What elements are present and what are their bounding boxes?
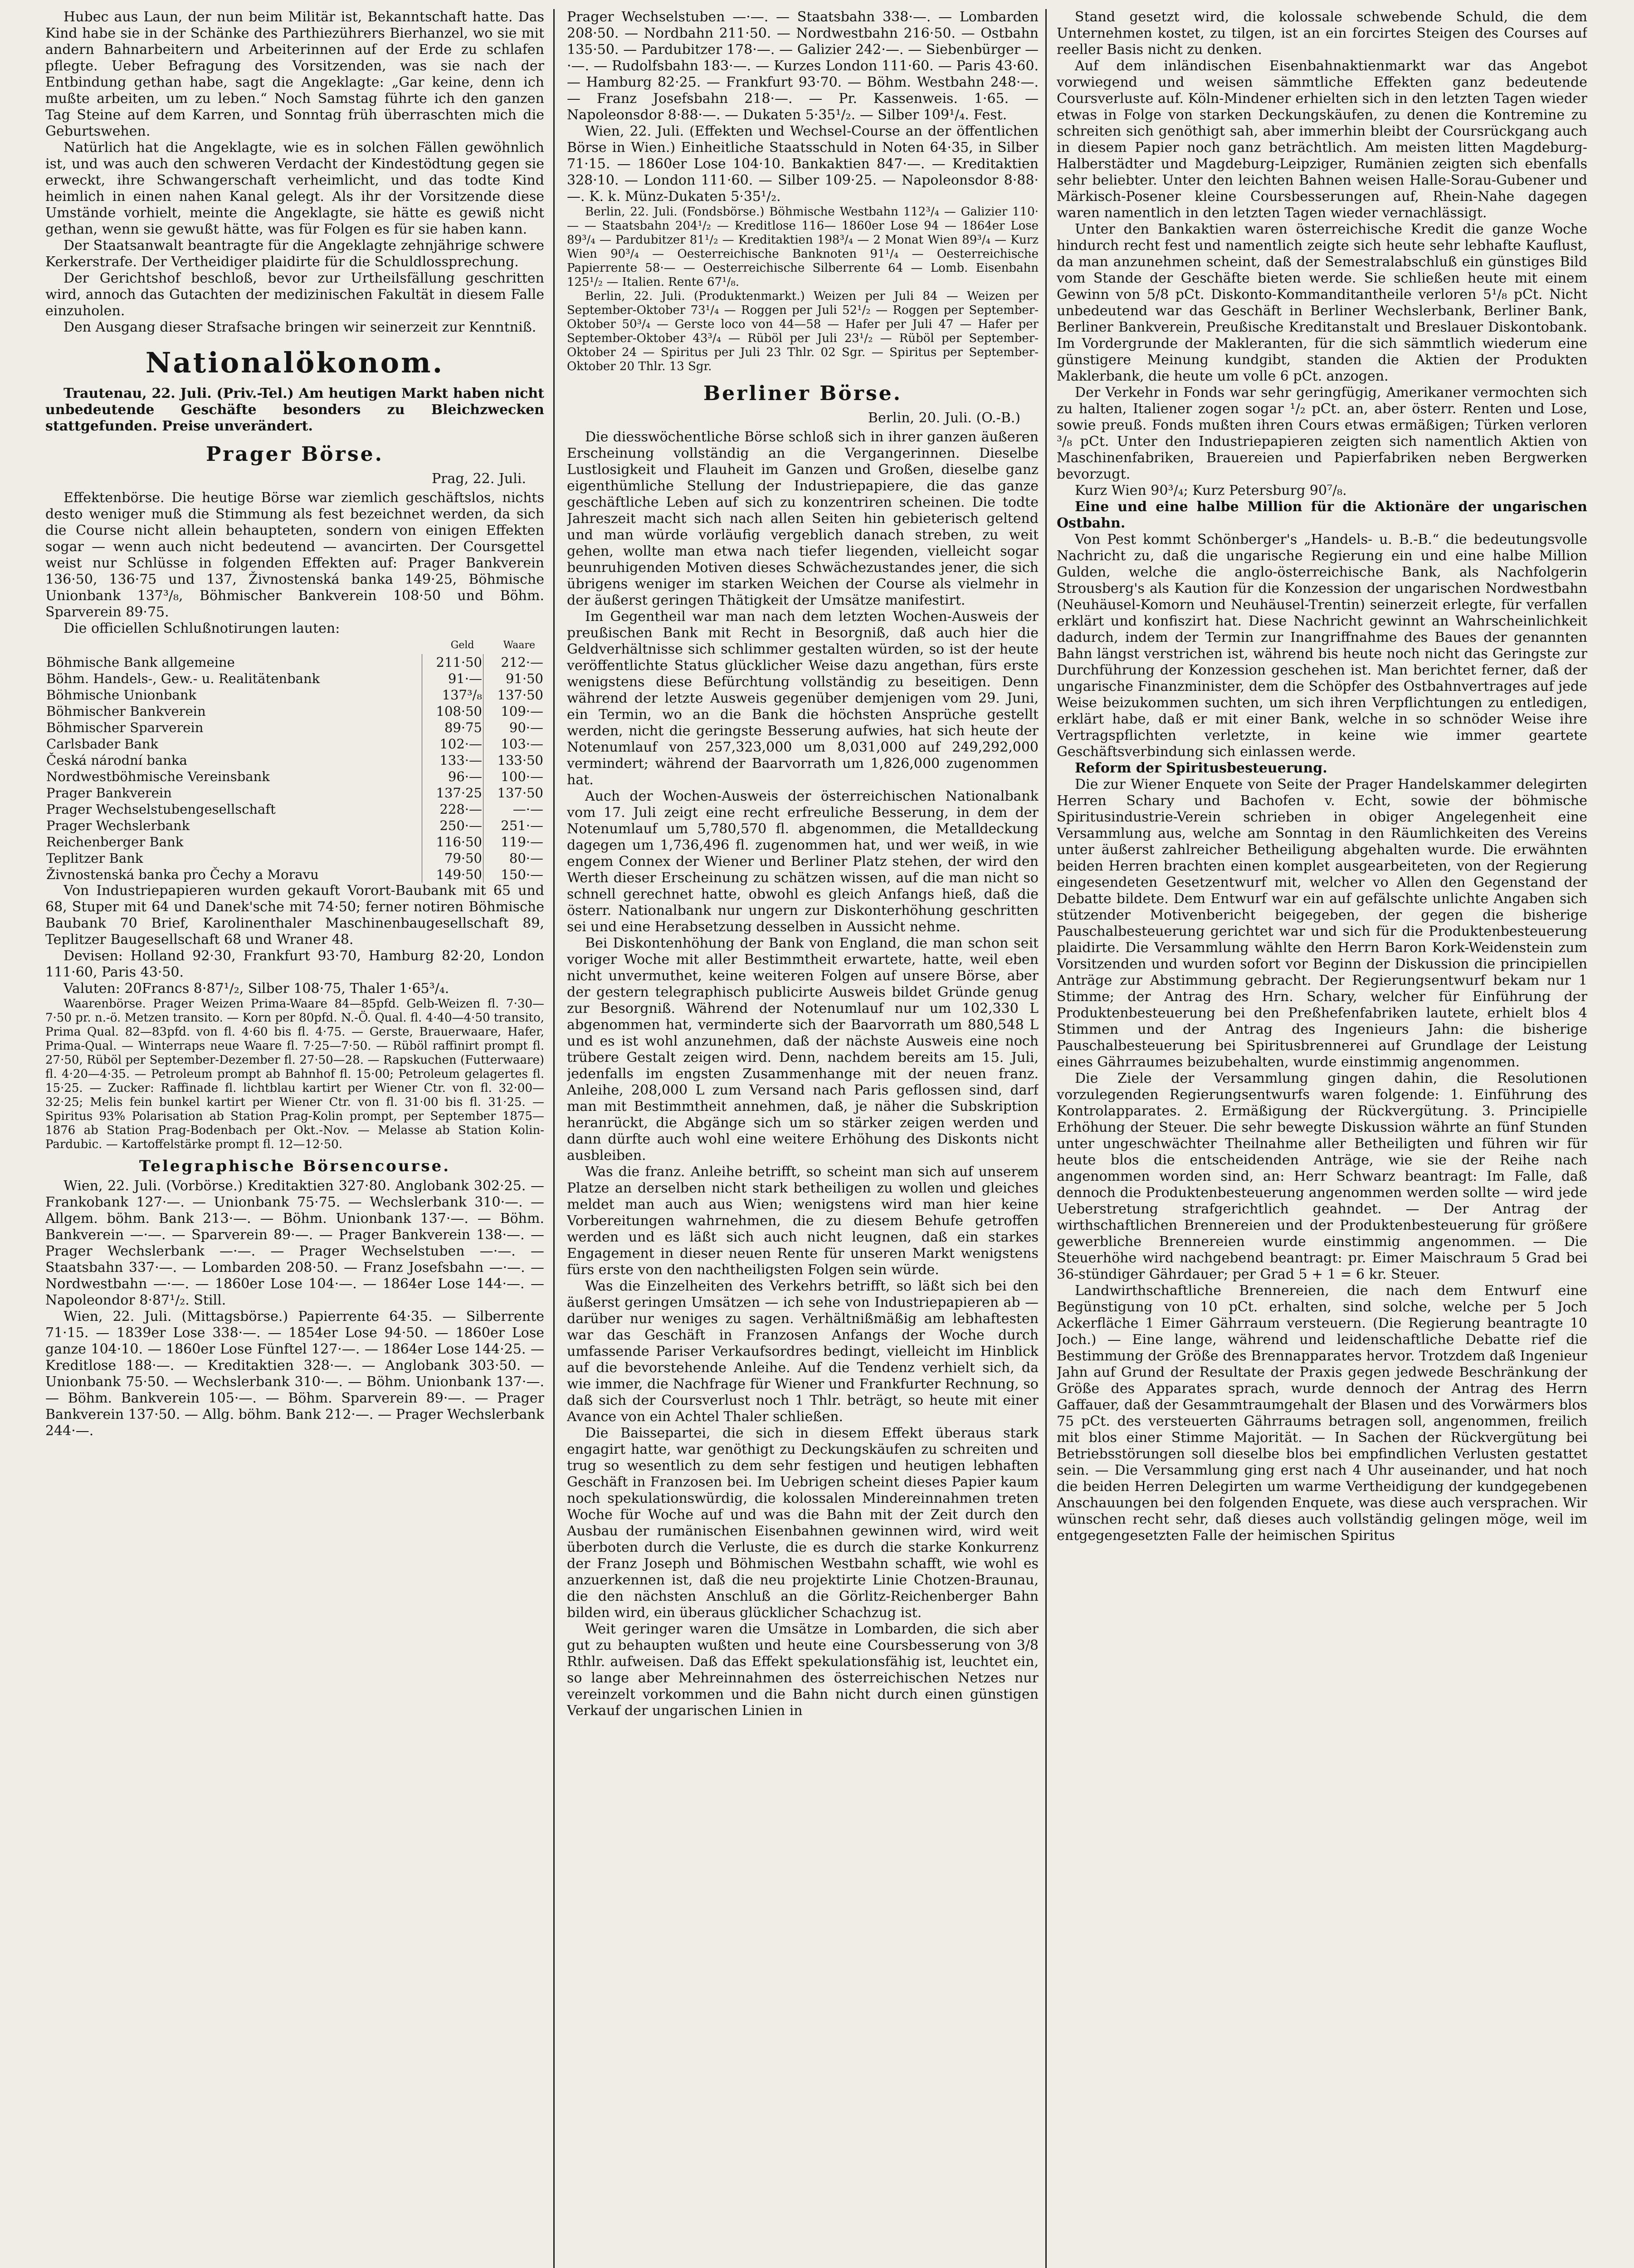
security-name: Česká národní banka [45, 752, 422, 768]
paragraph: Unter den Bankaktien waren österreichische Kredit die ganze Woche hindurch recht fest und namentlich zeigte sich heute sehr lebhafte Kauflust, da man anzunehmen scheint, daß der Semestralabschluß ein günstiges Bild vom Stande der Geschäfte bieten werde. Sie schließen heute mit einem Gewinn von 5/8 pCt. Diskonto-Kommanditantheile verloren 5¹/₈ pCt. Nicht unbedeutend war das Geschäft in Berliner Wechslerbank, Berliner Bank, Berliner Bankverein, Preußische Kreditanstalt und Breslauer Diskontobank. Im Vordergrunde der Makleranten, für die sich sämmtlich wiederum eine günstigere Meinung kundgibt, standen die Aktien der Produkten Maklerbank, die heute um volle 6 pCt. anzogen. [1057, 221, 1587, 384]
geld-value: 211·50 [422, 654, 483, 670]
wien-mittagsboerse-text: Wien, 22. Juli. (Mittagsbörse.) Papierrente 64·35. — Silberrente 71·15. — 1839er Lose 338·—. — 1854er Lose 94·50. — 1860er Lose ganze 104·10. — 1860er Lose Fünftel 127·—. — 1864er Lose 144·25. — Kreditlose 188·—. — Kreditaktien 328·—. — Anglobank 303·50. — Unionbank 75·50. — Wechslerbank 310·—. — Böhm. Unionbank 137·—. — Böhm. Bankverein 105·—. — Böhm. Sparverein 89·—. — Prager Bankverein 137·50. — Allg. böhm. Bank 212·—. — Prager Wechslerbank 244·—. [45, 1309, 544, 1439]
waare-value: 212·— [501, 655, 543, 670]
paragraph: Der Staatsanwalt beantragte für die Angeklagte zehnjährige schwere Kerkerstrafe. Der Vertheidiger plaidirte für die Schuldlossprechung. [45, 238, 544, 270]
telegraph-courses-title: Telegraphische Börsencourse. [139, 1157, 451, 1175]
table-head-geld: Geld [450, 640, 474, 651]
security-name: Živnostenská banka pro Čechy a Moravu [45, 866, 422, 883]
geld-value: 228·— [422, 801, 483, 817]
section-title: Nationalökonom. [145, 346, 444, 379]
security-name: Prager Bankverein [45, 785, 422, 801]
table-head-waare: Waare [503, 640, 535, 651]
paragraph: Der Gerichtshof beschloß, bevor zur Urtheilsfällung geschritten wird, annoch das Gutachten der medizinischen Fakultät in diesem Falle einzuholen. [45, 270, 544, 319]
security-name: Böhmischer Sparverein [45, 719, 422, 736]
security-name: Böhmischer Bankverein [45, 703, 422, 719]
berlin-produktenmarkt: Berlin, 22. Juli. (Produktenmarkt.) Weizen per Juli 84 — Weizen per September-Oktober 73¹/₄ — Roggen per Juli 52¹/₂ — Roggen per September-Oktober 50³/₄ — Gerste loco von 44—58 — Hafer per Juli 47 — Hafer per September-Oktober 43³/₄ — Rüböl per Juli 23¹/₂ — Rüböl per September-Oktober 24 — Spiritus per Juli 23 Thlr. 02 Sgr. — Spiritus per September-Oktober 20 Thlr. 13 Sgr. [567, 289, 1039, 373]
paragraph: Auf dem inländischen Eisenbahnaktienmarkt war das Angebot vorwiegend und weisen sämmtliche Effekten ganz bedeutende Coursverluste auf. Köln-Mindener erhielten sich in den letzten Tagen wieder etwas in Folge von starken Deckungskäufen, zu denen die Kontremine zu schreiten sich genöthigt sah, aber immerhin bleibt der Coursrückgang auch in diesem Papier noch ganz beträchtlich. Am meisten litten Magdeburg-Halberstädter und Magdeburg-Leipziger, Rumänien zeigten sich ebenfalls sehr beliebter. Unter den leichten Bahnen weisen Halle-Sorau-Gubener und Märkisch-Posener kleine Coursbesserungen auf, Rhein-Nahe dagegen waren namentlich in den letzten Tagen wieder vernachlässigt. [1057, 58, 1587, 221]
berlin-fondsboerse: Berlin, 22. Juli. (Fondsbörse.) Böhmische Westbahn 112³/₄ — Galizier 110·— — Staatsbahn 204¹/₂ — Kreditlose 116— 1860er Lose 94 — 1864er Lose 89³/₄ — Pardubitzer 81¹/₂ — Kreditaktien 198³/₄ — 2 Monat Wien 89³/₄ — Kurz Wien 90³/₄ — Oesterreichische Banknoten 91¹/₄ — Oesterreichische Papierrente 58·— — Oesterreichische Silberrente 64 — Lomb. Eisenbahn 125¹/₂ — Italien. Rente 67¹/₈. [567, 205, 1039, 289]
geld-value: 108·50 [422, 703, 483, 719]
table-row [45, 654, 544, 670]
paragraph: Was die Einzelheiten des Verkehrs betrifft, so läßt sich bei den äußerst geringen Umsätzen — ich sehe von Industriepapieren ab — darüber nur weniges zu sagen. Verhältnißmäßig am lebhaftesten war das Geschäft in Franzosen Anfangs der Woche durch umfassende Pariser Verkaufsordres bedingt, vielleicht im Hinblick auf die bevorstehende Anleihe. Auf die Tendenz verhielt sich, da wie immer, die Nachfrage für Wiener und Frankfurter Rechnung, so daß sich der Coursverlust noch 1 Thlr. beträgt, so heute mit einer Avance von ein Achtel Thaler schließen. [567, 1278, 1039, 1425]
paragraph: Die Ziele der Versammlung gingen dahin, die Resolutionen vorzulegenden Regierungsentwurfs waren folgende: 1. Einführung des Kontrolapparates. 2. Ermäßigung der Rückvergütung. 3. Principielle Erhöhung der Steuer. Die sehr bewegte Diskussion währte an fünf Stunden unter ungeschwächter Theilnahme aller Betheiligten und führen wir für heute blos die entscheidenden Anträge, wie sie der Reihe nach angenommen worden sind, an: Herr Schwarz beantragt: Im Falle, daß dennoch die Produktenbesteuerung angenommen werden sollte — wird jede Ueberstretung strafgerichtlich geahndet. — Der Antrag der wirthschaftlichen Brennereien und der Produktenbesteuerung für größere gewerbliche Brennereien wurde einstimmig angenommen. — Die Steuerhöhe wird nachgebend beantragt: pr. Eimer Maischraum 5 Grad bei 36-stündiger Gährdauer; per Grad 5 + 1 = 6 kr. Steuer. [1057, 1070, 1587, 1282]
industriepapiere-text: Von Industriepapieren wurden gekauft Vorort-Baubank mit 65 und 68, Stuper mit 64 und Danek'sche mit 74·50; ferner notiren Böhmische Baubank 70 Brief, Karolinenthaler Maschinenbaugesellschaft 89, Teplitzer Baugesellschaft 68 und Wraner 48. [45, 883, 544, 948]
table-row [45, 703, 544, 719]
table-row [45, 850, 544, 866]
spiritus-title: Reform der Spiritusbesteuerung. [1075, 760, 1327, 776]
ungarische-ostbahn-text: Von Pest kommt Schönberger's „Handels- u. B.-B.“ die bedeutungsvolle Nachricht zu, daß die ungarische Regierung ein und eine halbe Million Gulden, welche die anglo-österreichische Bank, als Nachfolgerin Strousberg's als Kaution für die Konzession der ungarischen Nordwestbahn (Neuhäusel-Komorn und Neuhäusel-Trentin) seinerzeit erlegte, für verfallen erklärt und konfiszirt hat. Diese Nachricht gewinnt an Wahrscheinlichkeit dadurch, indem der Termin zur Inangriffnahme des Baues der genannten Bahn längst verstrichen ist, während bis heute noch nicht das Geringste zur Durchführung der Konzession geschehen ist. Man berichtet ferner, daß der ungarische Finanzminister, dem die Schöpfer des Ostbahnvertrages auf jede Weise beizukommen suchten, um sich ihren Verpflichtungen zu entledigen, erklärt habe, daß er mit einer Bank, welche in so schnöder Weise ihre Vertragspflichten verletzte, in keine wie immer geartete Geschäftsverbindung sich einlassen werde. [1057, 532, 1587, 760]
security-name: Teplitzer Bank [45, 850, 422, 866]
paragraph: Kurz Wien 90³/₄; Kurz Petersburg 90⁷/₈. [1075, 483, 1347, 499]
column-middle [567, 9, 1039, 2268]
paragraph: Im Gegentheil war man nach dem letzten Wochen-Ausweis der preußischen Bank mit Recht in Besorgniß, daß auch hier die Geldverhältnisse sich schlimmer gestalten würden, so ist der heute veröffentlichte Status glücklicher Weise dazu angethan, fürs erste wenigstens diese Befürchtung vollständig zu beseitigen. Denn während der letzte Ausweis gegenüber demjenigen vom 29. Juni, ein Termin, wo an die Bank die höchsten Ansprüche gestellt werden, nicht die geringste Besserung aufwies, hat sich heute der Notenumlauf von 257,323,000 um 8,031,000 auf 249,292,000 vermindert; während der Baarvorrath um 1,826,000 zugenommen hat. [567, 609, 1039, 788]
column-rule [1045, 9, 1047, 2268]
geld-value: 137·25 [422, 785, 483, 801]
ungarische-ostbahn-title: Eine und eine halbe Million für die Aktionäre der ungarischen Ostbahn. [1057, 499, 1587, 531]
security-name: Böhm. Handels-, Gew.- u. Realitätenbank [45, 670, 422, 687]
trautenau-report: Trautenau, 22. Juli. (Priv.-Tel.) Am heutigen Markt haben nicht unbedeutende Geschäfte besonders zu Bleichzwecken stattgefunden. Preise unverändert. [45, 386, 544, 434]
paragraph: Weit geringer waren die Umsätze in Lombarden, die sich aber gut zu behaupten wußten und heute eine Coursbesserung von 3/8 Rthlr. aufweisen. Daß das Effekt spekulationsfähig ist, leuchtet ein, so lange aber Mehreinnahmen des österreichischen Netzes nur vereinzelt vorkommen und die Bahn nicht durch einen günstigen Verkauf der ungarischen Linien in [567, 1621, 1039, 1719]
geld-value: 102·— [422, 736, 483, 752]
waare-value: 119·— [501, 834, 543, 850]
table-row [45, 736, 544, 752]
table-row [45, 719, 544, 736]
waare-value: 91·50 [505, 671, 543, 686]
paragraph: Stand gesetzt wird, die kolossale schwebende Schuld, die dem Unternehmen kostet, zu tilgen, ist an ein forcirtes Steigen des Courses auf reeller Basis nicht zu denken. [1057, 9, 1587, 58]
table-row [45, 768, 544, 785]
wien-vorboerse-text: Wien, 22. Juli. (Vorbörse.) Kreditaktien 327·80. Anglobank 302·25. — Frankobank 127·—. — Unionbank 75·75. — Wechslerbank 310·—. — Allgem. böhm. Bank 213·—. — Böhm. Unionbank 137·—. — Böhm. Bankverein —·—. — Sparverein 89·—. — Prager Bankverein 138·—. — Prager Wechslerbank —·—. — Prager Wechselstuben —·—. — Staatsbahn 337·—. — Lombarden 208·50. — Franz Josefsbahn —·—. — Nordwestbahn —·—. — 1860er Lose 104·—. — 1864er Lose 144·—. — Napoleondor 8·87¹/₂. Still. [45, 1178, 544, 1308]
valuten-text: Valuten: 20Francs 8·87¹/₂, Silber 108·75, Thaler 1·65³/₄. [63, 981, 449, 997]
security-name: Prager Wechslerbank [45, 817, 422, 834]
prager-dateline: Prag, 22. Juli. [431, 471, 526, 487]
berliner-dateline: Berlin, 20. Juli. (O.-B.) [868, 410, 1020, 426]
column-left [45, 9, 544, 2268]
spiritus-report [1057, 777, 1587, 1544]
devisen-text: Devisen: Holland 92·30, Frankfurt 93·70, Hamburg 82·20, London 111·60, Paris 43·50. [45, 948, 544, 980]
geld-value: 91·— [422, 670, 483, 687]
security-name: Böhmische Unionbank [45, 687, 422, 703]
table-row [45, 834, 544, 850]
security-name: Nordwestböhmische Vereinsbank [45, 768, 422, 785]
paragraph: Hubec aus Laun, der nun beim Militär ist, Bekanntschaft hatte. Das Kind habe sie in der Schänke des Parthiezührers Bierhanzel, wo sie mit andern Bahnarbeitern und Arbeiterinnen auf der Erde zu schlafen pflegte. Ueber Befragung des Vorsitzenden, was sie nach der Entbindung gethan habe, sagt die Angeklagte: „Gar keine, denn ich mußte arbeiten, um zu leben.“ Noch Samstag führte ich den ganzen Tag Steine auf dem Karren, und Sonntag früh überraschten mich die Geburtswehen. [45, 9, 544, 139]
waare-value: 90·— [509, 720, 543, 735]
waare-value: 137·50 [497, 785, 543, 801]
effektenboerse-text: Effektenbörse. Die heutige Börse war ziemlich geschäftslos, nichts desto weniger muß die Stimmung als fest bezeichnet werden, da sich die Course nicht allein behaupteten, sondern von einigen Effekten sogar — wenn auch nicht bedeutend — avancirten. Der Coursgettel weist nur Schlüsse in folgenden Effekten auf: Prager Bankverein 136·50, 136·75 und 137, Živnostenská banka 149·25, Böhmische Unionbank 137³/₈, Böhmischer Bankverein 108·50 und Böhm. Sparverein 89·75. [45, 490, 544, 620]
table-row [45, 817, 544, 834]
waare-value: 103·— [501, 736, 543, 752]
paragraph: Landwirthschaftliche Brennereien, die nach dem Entwurf eine Begünstigung von 10 pCt. erhalten, sind solche, welche per 5 Joch Ackerfläche 1 Eimer Gährraum versteuern. (Die Regierung beantragte 10 Joch.) — Eine lange, während und leidenschaftliche Debatte rief die Bestimmung der Größe des Brennapparates hervor. Trotzdem daß Ingenieur Jahn auf Grund der Resultate der Praxis gegen jedwede Beschränkung der Größe des Apparates sprach, wurde dennoch der Antrag des Herrn Gaffauer, daß der Gesammtraumgehalt der Blasen und des Vorwärmers blos 75 pCt. des versteuerten Gährraums betragen soll, angenommen, freilich mit blos einer Stimme Majorität. — In Sachen der Rückvergütung bei Betriebsstörungen soll dieselbe blos bei empfindlichen Verlusten gestattet sein. — Die Versammlung ging erst nach 4 Uhr auseinander, und hat noch die beiden Herren Delegirten um warme Vertheidigung der kundgegebenen Anschauungen bei den folgenden Enquete, was diese auch versprachen. Wir wünschen recht sehr, daß dieses auch vollständig gelingen möge, weil im entgegengesetzten Falle der heimischen Spiritus [1057, 1283, 1587, 1544]
paragraph: Die diesswöchentliche Börse schloß sich in ihrer ganzen äußeren Erscheinung vollständig an die Vergangerinnen. Dieselbe Lustlosigkeit und Flauheit im Ganzen und Großen, dieselbe ganz eigenthümliche Stellung der Industriepapiere, die das ganze geschäftliche Leben auf sich zu konzentriren scheinen. Die todte Jahreszeit macht sich nach allen Seiten hin gebieterisch geltend und man würde vorläufig vergeblich danach streben, zu weit gehen, wollte man etwa nach tiefer liegenden, vielleicht sogar beunruhigenden Motiven dieses Schwächezustandes jener, die sich übrigens weniger im starken Weichen der Course als vielmehr in der äußerst geringen Thätigkeit der Umsätze manifestirt. [567, 429, 1039, 608]
berliner-boerse-report [567, 429, 1039, 1719]
waare-value: 109·— [501, 704, 543, 719]
waare-value: 150·— [501, 867, 543, 882]
paragraph: Den Ausgang dieser Strafsache bringen wir seinerzeit zur Kenntniß. [63, 319, 537, 335]
paragraph: Auch der Wochen-Ausweis der österreichischen Nationalbank vom 17. Juli zeigt eine recht erfreuliche Besserung, in dem der Notenumlauf um 5,780,570 fl. abgenommen, die Metalldeckung dagegen um 1,736,496 fl. zugenommen hat, und wer weiß, in wie engem Connex der Wiener und Berliner Platz stehen, der wird den Werth dieser Erscheinung zu schätzen wissen, auf die man nicht so schnell gerechnet hatte, obwohl es gleich Anfangs hieß, daß die österr. Nationalbank nur ungern zur Diskonterhöhung geschritten sei und eine Herabsetzung desselben in Aussicht nehme. [567, 788, 1039, 935]
security-name: Reichenberger Bank [45, 834, 422, 850]
closing-quotes-table [45, 637, 544, 883]
waarenboerse-text: Waarenbörse. Prager Weizen Prima-Waare 84—85pfd. Gelb-Weizen fl. 7·30—7·50 pr. n.-ö. Metzen transito. — Korn per 80pfd. N.-Ö. Qual. fl. 4·40—4·50 transito, Prima Qual. 82—83pfd. von fl. 4·60 bis fl. 4·75. — Gerste, Brauerwaare, Hafer, Prima-Qual. — Winterraps neue Waare fl. 7·25—7·50. — Rüböl raffinirt prompt fl. 27·50, Rüböl per September-Dezember fl. 27·50—28. — Rapskuchen (Futterwaare) fl. 4·20—4·35. — Petroleum prompt ab Bahnhof fl. 15·00; Petroleum gelagertes fl. 15·25. — Zucker: Raffinade fl. lichtblau kartirt per Wiener Ctr. von fl. 32·00—32·25; Melis fein bunkel kartirt per Wiener Ctr. von fl. 31·00 bis fl. 31·25. — Spiritus 93% Polarisation ab Station Prag-Kolin prompt, per September 1875—1876 ab Station Prag-Bodenbach per Okt.-Nov. — Melasse ab Station Kolin-Pardubic. — Kartoffelstärke prompt fl. 12—12·50. [45, 997, 544, 1151]
paragraph: Der Verkehr in Fonds war sehr geringfügig, Amerikaner vermochten sich zu halten, Italiener zogen sogar ¹/₂ pCt. an, aber österr. Renten und Lose, sowie preuß. Fonds mußten ihren Cours etwas ermäßigen; Türken verloren ³/₈ pCt. Unter den Industriepapieren zeigten sich namentlich Aktien von Maschinenfabriken, Brauereien und Papierfabriken neben Bergwerken bevorzugt. [1057, 385, 1587, 482]
waare-value: 251·— [501, 818, 543, 833]
waare-value: —·— [512, 802, 543, 817]
wien-oeffentliche-boerse: Wien, 22. Juli. (Effekten und Wechsel-Course an der öffentlichen Börse in Wien.) Einheitliche Staatsschuld in Noten 64·35, in Silber 71·15. — 1860er Lose 104·10. Bankaktien 847·—. — Kreditaktien 328·10. — London 111·60. — Silber 109·25. — Napoleonsdor 8·88·—. K. k. Münz-Dukaten 5·35¹/₂. [567, 123, 1039, 205]
prager-boerse-title: Prager Börse. [206, 443, 384, 466]
table-row [45, 670, 544, 687]
table-row [45, 801, 544, 817]
geld-value: 137³/₈ [422, 687, 483, 703]
berliner-boerse-continued [1057, 9, 1587, 499]
geld-value: 79·50 [422, 850, 483, 866]
waare-value: 137·50 [497, 687, 543, 703]
table-row [45, 785, 544, 801]
paragraph: Was die franz. Anleihe betrifft, so scheint man sich auf unserem Platze an derselben nicht stark betheiligen zu wollen und gleiches meldet man auch aus Wien; wenigstens wird man hier keine Vorbereitungen wahrnehmen, die zu diesem Behufe getroffen werden und es läßt sich auch nicht leugnen, daß ein starkes Engagement in dieser neuen Rente für unseren Markt wenigstens fürs erste von den nachtheiligsten Folgen sein würde. [567, 1164, 1039, 1278]
waare-value: 133·50 [497, 753, 543, 768]
table-caption: Die officiellen Schlußnotirungen lauten: [63, 621, 340, 636]
column-rule [553, 9, 555, 2268]
paragraph: Bei Diskontenhöhung der Bank von England, die man schon seit voriger Woche mit aller Bestimmtheit erwartete, hatte, weil eben nicht unvermuthet, keine weiteren Folgen auf unsere Börse, aber der gestern telegraphisch publicirte Ausweis bildet Gründe genug zur Besorgniß. Während der Notenumlauf nur um 102,330 L abgenommen hat, verminderte sich der Baarvorrath um 880,548 L und es ist wohl anzunehmen, daß der nächste Ausweis eine noch trübere Gestalt zeigen wird. Denn, nachdem bereits am 15. Juli, jedenfalls im engsten Zusammenhange mit der neuen franz. Anleihe, 208,000 L zum Versand nach Paris geflossen sind, darf man mit Bestimmtheit annehmen, daß, je näher die Subskription heranrückt, die Abgänge sich um so stärker zeigen werden und dann dürfte auch wohl eine weitere Erhöhung des Diskonts nicht ausbleiben. [567, 935, 1039, 1163]
paragraph: Die zur Wiener Enquete von Seite der Prager Handelskammer delegirten Herren Schary und Bachofen v. Echt, sowie der böhmische Spiritusindustrie-Verein schrieben in obiger Angelegenheit eine Versammlung aus, welche am Sonntag in den Räumlichkeiten des Vereins unter äußerst zahlreicher Betheiligung abgehalten wurde. Die erwähnten beiden Herren brachten einen komplet ausgearbeiteten, von der Regierung eingesendeten Gesetzentwurf mit, welcher vo Allen den Gegenstand der Debatte bildete. Dem Entwurf war ein auf gefälschte unlichte Angaben sich stützender Motivenbericht beigegeben, der gegen die bisherige Pauschalbesteuerung gerichtet war und sich für die Produktenbesteuerung plaidirte. Die Versammlung wählte den Herrn Baron Kork-Weidenstein zum Vorsitzenden und wurden sofort vor Beginn der Diskussion die principiellen Anträge zur Abstimmung gebracht. Der Regierungsentwurf bekam nur 1 Stimme; der Antrag des Hrn. Schary, welcher für Einführung der Produktenbesteuerung bei den Preßhefenfabriken lautete, erhielt blos 4 Stimmen und der Antrag des Ingenieurs Jahn: die bisherige Pauschalbesteuerung bei Spiritusbrennerei auf Grundlage der Leistung eines Gährraumes beizubehalten, wurde einstimmig angenommen. [1057, 777, 1587, 1070]
paragraph: Die Baissepartei, die sich in diesem Effekt überaus stark engagirt hatte, war genöthigt zu Deckungskäufen zu schreiten und trug so wesentlich zu dem sehr festigen und heutigen lebhaften Geschäft in Franzosen bei. Im Uebrigen scheint dieses Papier kaum noch spekulationswürdig, die kolossalen Mindereinnahmen treten Woche für Woche auf und was die Bahn mit der Zeit durch den Ausbau der rumänischen Eisenbahnen gewinnen wird, wird weit überboten durch die Verluste, die es durch die starke Konkurrenz der Franz Joseph und Böhmischen Westbahn schafft, wie wohl es anzuerkennen ist, daß die neu projektirte Linie Chotzen-Braunau, die den nächsten Anschluß an die Görlitz-Reichenberger Bahn bilden wird, ein überaus glücklicher Schachzug ist. [567, 1425, 1039, 1621]
geld-value: 133·— [422, 752, 483, 768]
waare-value: 80·— [509, 850, 543, 866]
table-row [45, 752, 544, 768]
court-report [45, 9, 544, 336]
wien-quotes-continued: Prager Wechselstuben —·—. — Staatsbahn 338·—. — Lombarden 208·50. — Nordbahn 211·50. — Nordwestbahn 216·50. — Ostbahn 135·50. — Pardubitzer 178·—. — Galizier 242·—. — Siebenbürger —·—. — Rudolfsbahn 183·—. — Kurzes London 111·60. — Paris 43·60. — Hamburg 82·25. — Frankfurt 93·70. — Böhm. Westbahn 248·—. — Franz Josefsbahn 218·—. — Pr. Kassenweis. 1·65. — Napoleonsdor 8·88·—. — Dukaten 5·35¹/₂. — Silber 109¹/₄. Fest. [567, 9, 1039, 123]
geld-value: 89·75 [422, 719, 483, 736]
paragraph: Natürlich hat die Angeklagte, wie es in solchen Fällen gewöhnlich ist, und was auch den schweren Verdacht der Kindestödtung gegen sie erweckt, ihre Schwangerschaft verheimlicht, und das todte Kind heimlich in einen nahen Kanal gelegt. Als ihr der Vorsitzende diese Umstände vorhielt, meinte die Angeklagte, sie hätte es gewiß nicht gethan, wenn sie gewußt hätte, was für Folgen es für sie haben kann. [45, 140, 544, 237]
geld-value: 116·50 [422, 834, 483, 850]
table-row [45, 866, 544, 883]
geld-value: 250·— [422, 817, 483, 834]
column-right [1057, 9, 1587, 2268]
waare-value: 100·— [501, 769, 543, 784]
security-name: Prager Wechselstubengesellschaft [45, 801, 422, 817]
table-row [45, 687, 544, 703]
security-name: Carlsbader Bank [45, 736, 422, 752]
geld-value: 149·50 [422, 866, 483, 883]
geld-value: 96·— [422, 768, 483, 785]
security-name: Böhmische Bank allgemeine [45, 654, 422, 670]
berliner-boerse-title: Berliner Börse. [703, 382, 902, 405]
